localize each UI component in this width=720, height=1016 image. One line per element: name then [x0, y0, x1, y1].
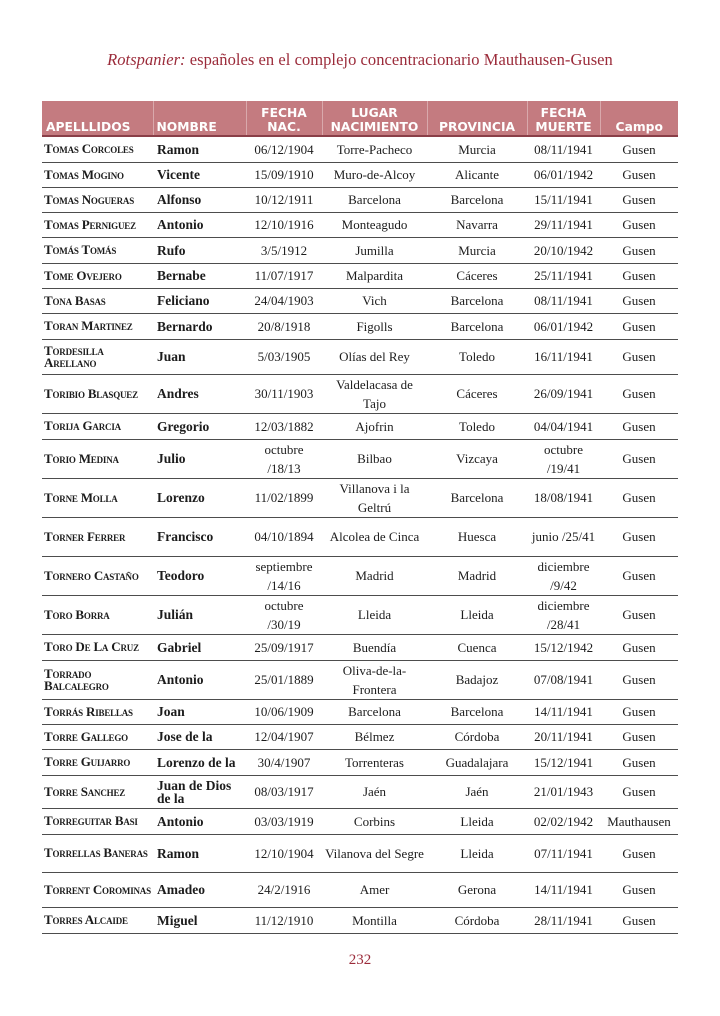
cell-fecha-nac: 12/04/1907: [246, 724, 322, 749]
cell-fecha-muerte: 07/11/1941: [527, 834, 600, 872]
cell-lugar-nacimiento: Figolls: [322, 313, 427, 339]
col-header-apellidos: APELLLIDOS: [42, 101, 153, 136]
table-row: [42, 556, 678, 595]
cell-provincia: Toledo: [427, 413, 527, 439]
cell-fecha-muerte: 21/01/1943: [527, 775, 600, 808]
cell-fecha-nac: 3/5/1912: [246, 237, 322, 263]
table-row: [42, 136, 678, 162]
cell-apellidos: Torio Medina: [42, 439, 153, 478]
cell-fecha-muerte: 14/11/1941: [527, 872, 600, 907]
cell-lugar-nacimiento: Monteagudo: [322, 212, 427, 237]
cell-apellidos: Toro Borra: [42, 595, 153, 634]
cell-lugar-nacimiento: Buendía: [322, 634, 427, 660]
cell-nombre: Bernabe: [153, 263, 246, 288]
cell-apellidos: Tomas Perniguez: [42, 212, 153, 237]
cell-lugar-nacimiento: Valdelacasa de Tajo: [322, 374, 427, 413]
cell-lugar-nacimiento: Bélmez: [322, 724, 427, 749]
table-body: [42, 136, 678, 933]
cell-fecha-muerte: octubre /19/41: [527, 439, 600, 478]
cell-fecha-muerte: 02/02/1942: [527, 808, 600, 834]
cell-fecha-nac: 03/03/1919: [246, 808, 322, 834]
table-row: [42, 834, 678, 872]
cell-apellidos: Tomas Mogino: [42, 162, 153, 187]
cell-nombre: Antonio: [153, 660, 246, 699]
cell-campo: Gusen: [600, 374, 678, 413]
table-row: [42, 517, 678, 556]
table-row: [42, 595, 678, 634]
cell-campo: Gusen: [600, 136, 678, 162]
cell-fecha-muerte: 14/11/1941: [527, 699, 600, 724]
cell-lugar-nacimiento: Torre-Pacheco: [322, 136, 427, 162]
cell-campo: Gusen: [600, 187, 678, 212]
cell-fecha-nac: octubre /18/13: [246, 439, 322, 478]
cell-nombre: Antonio: [153, 808, 246, 834]
cell-apellidos: Torre Gallego: [42, 724, 153, 749]
cell-fecha-nac: 20/8/1918: [246, 313, 322, 339]
cell-apellidos: Toran Martinez: [42, 313, 153, 339]
table-row: [42, 724, 678, 749]
cell-nombre: Ramon: [153, 136, 246, 162]
cell-provincia: Barcelona: [427, 478, 527, 517]
cell-fecha-nac: 12/03/1882: [246, 413, 322, 439]
table-header-row: [42, 101, 678, 136]
cell-apellidos: Torne Molla: [42, 478, 153, 517]
cell-lugar-nacimiento: Malpardita: [322, 263, 427, 288]
table-row: [42, 907, 678, 933]
cell-lugar-nacimiento: Bilbao: [322, 439, 427, 478]
cell-apellidos: Tomas Corcoles: [42, 136, 153, 162]
cell-provincia: Cáceres: [427, 374, 527, 413]
running-head-italic: Rotspanier:: [107, 50, 186, 69]
cell-campo: Gusen: [600, 907, 678, 933]
cell-provincia: Guadalajara: [427, 749, 527, 775]
cell-apellidos: Torrás Ribellas: [42, 699, 153, 724]
cell-nombre: Juan: [153, 339, 246, 374]
cell-apellidos: Torre Guijarro: [42, 749, 153, 775]
cell-provincia: Córdoba: [427, 724, 527, 749]
cell-campo: Gusen: [600, 162, 678, 187]
cell-lugar-nacimiento: Ajofrin: [322, 413, 427, 439]
cell-campo: Gusen: [600, 313, 678, 339]
cell-nombre: Gregorio: [153, 413, 246, 439]
cell-fecha-muerte: 28/11/1941: [527, 907, 600, 933]
cell-nombre: Ramon: [153, 834, 246, 872]
cell-provincia: Madrid: [427, 556, 527, 595]
cell-fecha-muerte: 29/11/1941: [527, 212, 600, 237]
cell-fecha-muerte: 15/12/1941: [527, 749, 600, 775]
cell-nombre: Joan: [153, 699, 246, 724]
table-row: [42, 413, 678, 439]
cell-fecha-nac: 06/12/1904: [246, 136, 322, 162]
cell-provincia: Toledo: [427, 339, 527, 374]
cell-provincia: Barcelona: [427, 187, 527, 212]
cell-fecha-muerte: 15/12/1942: [527, 634, 600, 660]
col-header-provincia: PROVINCIA: [427, 101, 527, 136]
cell-fecha-nac: 10/12/1911: [246, 187, 322, 212]
table-row: [42, 374, 678, 413]
cell-apellidos: Tordesilla Arellano: [42, 339, 153, 374]
cell-fecha-nac: 24/2/1916: [246, 872, 322, 907]
cell-nombre: Vicente: [153, 162, 246, 187]
cell-fecha-nac: 12/10/1904: [246, 834, 322, 872]
table-row: [42, 775, 678, 808]
cell-provincia: Murcia: [427, 136, 527, 162]
cell-campo: Gusen: [600, 439, 678, 478]
cell-campo: Mauthausen: [600, 808, 678, 834]
cell-lugar-nacimiento: Vich: [322, 288, 427, 313]
cell-apellidos: Torres Alcaide: [42, 907, 153, 933]
cell-campo: Gusen: [600, 339, 678, 374]
page-number: 232: [348, 952, 372, 968]
cell-campo: Gusen: [600, 288, 678, 313]
cell-fecha-muerte: 20/11/1941: [527, 724, 600, 749]
cell-fecha-muerte: 16/11/1941: [527, 339, 600, 374]
col-header-fecha-nac: FECHA NAC.: [246, 101, 322, 136]
cell-lugar-nacimiento: Barcelona: [322, 699, 427, 724]
col-header-lugar-nacimiento: LUGAR NACIMIENTO: [322, 101, 427, 136]
table-row: [42, 439, 678, 478]
cell-campo: Gusen: [600, 872, 678, 907]
cell-campo: Gusen: [600, 660, 678, 699]
cell-provincia: Murcia: [427, 237, 527, 263]
cell-fecha-nac: 04/10/1894: [246, 517, 322, 556]
cell-apellidos: Tomas Nogueras: [42, 187, 153, 212]
cell-lugar-nacimiento: Vilanova del Segre: [322, 834, 427, 872]
deportees-table: [42, 101, 678, 934]
col-header-campo: Campo: [600, 101, 678, 136]
cell-lugar-nacimiento: Oliva-de-la-Frontera: [322, 660, 427, 699]
cell-fecha-nac: 12/10/1916: [246, 212, 322, 237]
cell-nombre: Antonio: [153, 212, 246, 237]
cell-apellidos: Torre Sanchez: [42, 775, 153, 808]
cell-fecha-nac: 11/07/1917: [246, 263, 322, 288]
cell-campo: Gusen: [600, 699, 678, 724]
cell-fecha-muerte: 18/08/1941: [527, 478, 600, 517]
cell-fecha-nac: octubre /30/19: [246, 595, 322, 634]
cell-fecha-nac: 24/04/1903: [246, 288, 322, 313]
cell-nombre: Julián: [153, 595, 246, 634]
cell-nombre: Alfonso: [153, 187, 246, 212]
cell-fecha-muerte: 26/09/1941: [527, 374, 600, 413]
cell-fecha-muerte: diciembre /28/41: [527, 595, 600, 634]
cell-nombre: Teodoro: [153, 556, 246, 595]
cell-campo: Gusen: [600, 595, 678, 634]
table-row: [42, 339, 678, 374]
table-row: [42, 872, 678, 907]
cell-nombre: Rufo: [153, 237, 246, 263]
cell-provincia: Cuenca: [427, 634, 527, 660]
cell-fecha-nac: 11/12/1910: [246, 907, 322, 933]
cell-nombre: Miguel: [153, 907, 246, 933]
cell-campo: Gusen: [600, 517, 678, 556]
cell-provincia: Lleida: [427, 595, 527, 634]
cell-lugar-nacimiento: Montilla: [322, 907, 427, 933]
cell-fecha-nac: 5/03/1905: [246, 339, 322, 374]
cell-provincia: Huesca: [427, 517, 527, 556]
cell-campo: Gusen: [600, 237, 678, 263]
cell-campo: Gusen: [600, 263, 678, 288]
table-row: [42, 699, 678, 724]
cell-apellidos: Tona Basas: [42, 288, 153, 313]
cell-campo: Gusen: [600, 724, 678, 749]
table-row: [42, 263, 678, 288]
cell-fecha-muerte: 06/01/1942: [527, 162, 600, 187]
cell-provincia: Lleida: [427, 808, 527, 834]
cell-fecha-nac: 25/09/1917: [246, 634, 322, 660]
cell-apellidos: Torner Ferrer: [42, 517, 153, 556]
cell-provincia: Córdoba: [427, 907, 527, 933]
cell-campo: Gusen: [600, 478, 678, 517]
cell-nombre: Francisco: [153, 517, 246, 556]
cell-campo: Gusen: [600, 413, 678, 439]
table-row: [42, 187, 678, 212]
cell-provincia: Vizcaya: [427, 439, 527, 478]
cell-fecha-nac: 08/03/1917: [246, 775, 322, 808]
cell-lugar-nacimiento: Lleida: [322, 595, 427, 634]
cell-nombre: Andres: [153, 374, 246, 413]
table-row: [42, 808, 678, 834]
cell-campo: Gusen: [600, 556, 678, 595]
cell-lugar-nacimiento: Olías del Rey: [322, 339, 427, 374]
cell-lugar-nacimiento: Muro-de-Alcoy: [322, 162, 427, 187]
table-row: [42, 634, 678, 660]
cell-provincia: Badajoz: [427, 660, 527, 699]
cell-apellidos: Tornero Castaño: [42, 556, 153, 595]
cell-nombre: Bernardo: [153, 313, 246, 339]
cell-campo: Gusen: [600, 212, 678, 237]
cell-nombre: Lorenzo de la: [153, 749, 246, 775]
table-row: [42, 660, 678, 699]
cell-apellidos: Torrent Corominas: [42, 872, 153, 907]
col-header-fecha-muerte: FECHA MUERTE: [527, 101, 600, 136]
cell-lugar-nacimiento: Amer: [322, 872, 427, 907]
cell-fecha-muerte: 07/08/1941: [527, 660, 600, 699]
cell-lugar-nacimiento: Alcolea de Cinca: [322, 517, 427, 556]
cell-lugar-nacimiento: Torrenteras: [322, 749, 427, 775]
cell-provincia: Lleida: [427, 834, 527, 872]
cell-apellidos: Tome Ovejero: [42, 263, 153, 288]
table-row: [42, 162, 678, 187]
cell-provincia: Navarra: [427, 212, 527, 237]
table-row: [42, 212, 678, 237]
cell-apellidos: Toribio Blasquez: [42, 374, 153, 413]
cell-nombre: Gabriel: [153, 634, 246, 660]
cell-fecha-muerte: 25/11/1941: [527, 263, 600, 288]
cell-fecha-muerte: 06/01/1942: [527, 313, 600, 339]
cell-lugar-nacimiento: Villanova i la Geltrú: [322, 478, 427, 517]
cell-fecha-muerte: 08/11/1941: [527, 288, 600, 313]
cell-fecha-muerte: diciembre /9/42: [527, 556, 600, 595]
cell-campo: Gusen: [600, 834, 678, 872]
cell-provincia: Gerona: [427, 872, 527, 907]
cell-fecha-nac: 25/01/1889: [246, 660, 322, 699]
cell-fecha-muerte: 08/11/1941: [527, 136, 600, 162]
cell-nombre: Lorenzo: [153, 478, 246, 517]
table-row: [42, 478, 678, 517]
table-row: [42, 288, 678, 313]
cell-fecha-nac: 11/02/1899: [246, 478, 322, 517]
cell-apellidos: Torreguitar Basi: [42, 808, 153, 834]
cell-fecha-nac: 30/4/1907: [246, 749, 322, 775]
cell-provincia: Cáceres: [427, 263, 527, 288]
cell-campo: Gusen: [600, 749, 678, 775]
cell-fecha-muerte: 20/10/1942: [527, 237, 600, 263]
cell-nombre: Julio: [153, 439, 246, 478]
cell-fecha-nac: 30/11/1903: [246, 374, 322, 413]
cell-fecha-muerte: junio /25/41: [527, 517, 600, 556]
cell-provincia: Barcelona: [427, 288, 527, 313]
cell-apellidos: Tomás Tomás: [42, 237, 153, 263]
cell-fecha-nac: septiembre /14/16: [246, 556, 322, 595]
running-head: [0, 50, 720, 70]
cell-lugar-nacimiento: Jaén: [322, 775, 427, 808]
cell-provincia: Barcelona: [427, 313, 527, 339]
cell-apellidos: Torija Garcia: [42, 413, 153, 439]
cell-nombre: Jose de la: [153, 724, 246, 749]
table-row: [42, 313, 678, 339]
cell-campo: Gusen: [600, 634, 678, 660]
cell-lugar-nacimiento: Barcelona: [322, 187, 427, 212]
cell-provincia: Barcelona: [427, 699, 527, 724]
cell-nombre: Amadeo: [153, 872, 246, 907]
cell-apellidos: Toro De La Cruz: [42, 634, 153, 660]
cell-provincia: Jaén: [427, 775, 527, 808]
cell-fecha-muerte: 15/11/1941: [527, 187, 600, 212]
running-head-text: españoles en el complejo concentracionario Mauthausen-Gusen: [185, 50, 613, 69]
cell-fecha-muerte: 04/04/1941: [527, 413, 600, 439]
cell-provincia: Alicante: [427, 162, 527, 187]
cell-lugar-nacimiento: Corbins: [322, 808, 427, 834]
cell-lugar-nacimiento: Madrid: [322, 556, 427, 595]
cell-fecha-nac: 10/06/1909: [246, 699, 322, 724]
cell-apellidos: Torrado Balcalegro: [42, 660, 153, 699]
cell-lugar-nacimiento: Jumilla: [322, 237, 427, 263]
cell-nombre: Feliciano: [153, 288, 246, 313]
col-header-nombre: NOMBRE: [153, 101, 246, 136]
cell-campo: Gusen: [600, 775, 678, 808]
cell-apellidos: Torrellas Baneras: [42, 834, 153, 872]
table-row: [42, 237, 678, 263]
cell-fecha-nac: 15/09/1910: [246, 162, 322, 187]
table-row: [42, 749, 678, 775]
cell-nombre: Juan de Dios de la: [153, 775, 246, 808]
